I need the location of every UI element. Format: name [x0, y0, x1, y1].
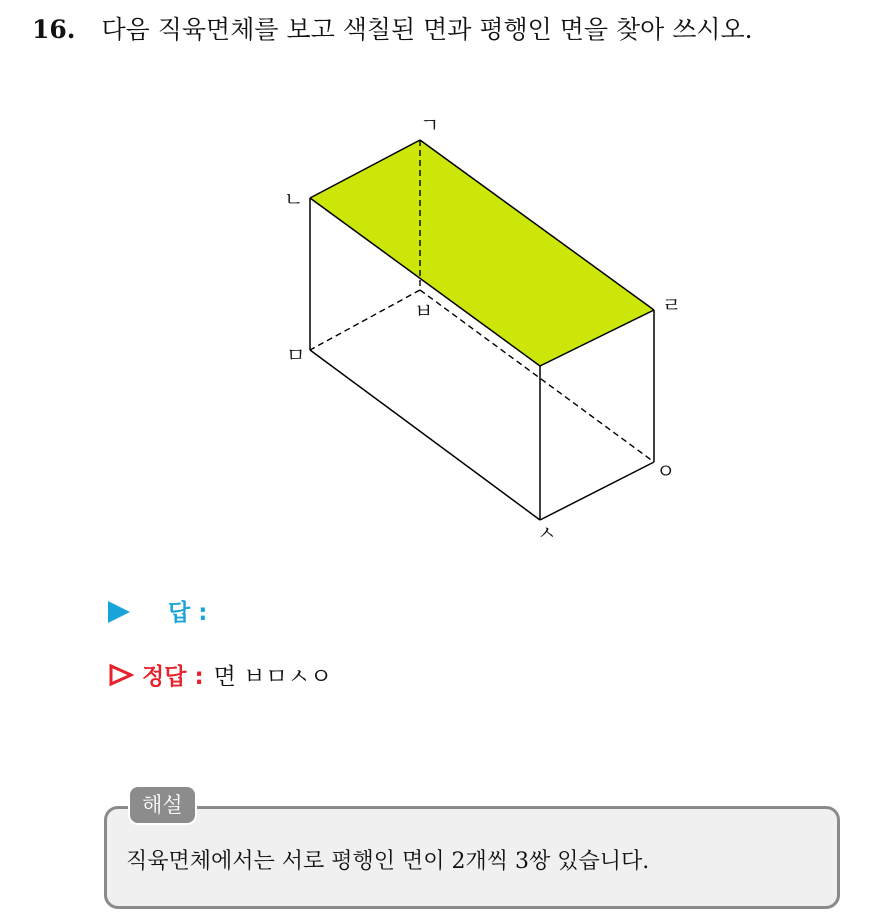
explanation-tag: 해설	[128, 785, 197, 825]
edge	[310, 350, 540, 520]
hidden-edge	[310, 290, 420, 350]
correct-answer-label: 정답 :	[142, 664, 204, 690]
vertex-label-mieum: ㅁ	[286, 343, 306, 367]
correct-answer-value: 면 ㅂㅁㅅㅇ	[213, 664, 333, 690]
explanation-text: 직육면체에서는 서로 평행인 면이 2개씩 3쌍 있습니다.	[126, 849, 650, 874]
vertex-label-nieun: ㄴ	[284, 187, 304, 211]
edge	[540, 462, 654, 520]
shaded-face	[310, 140, 654, 366]
outline-triangle-icon	[108, 663, 134, 687]
question-number: 16.	[32, 15, 76, 44]
vertex-label-rieul: ㄹ	[662, 293, 682, 317]
answer-label: 답 :	[168, 600, 208, 626]
correct-answer-row	[108, 658, 332, 691]
answer-row	[108, 594, 207, 627]
vertex-label-giyeok: ㄱ	[420, 113, 440, 137]
vertex-label-ieung: ㅇ	[656, 459, 676, 483]
play-triangle-icon	[108, 601, 130, 623]
vertex-label-bieup: ㅂ	[414, 299, 434, 323]
vertex-label-siot: ㅅ	[537, 521, 557, 545]
question-text: 다음 직육면체를 보고 색칠된 면과 평행인 면을 찾아 쓰시오.	[101, 15, 753, 44]
